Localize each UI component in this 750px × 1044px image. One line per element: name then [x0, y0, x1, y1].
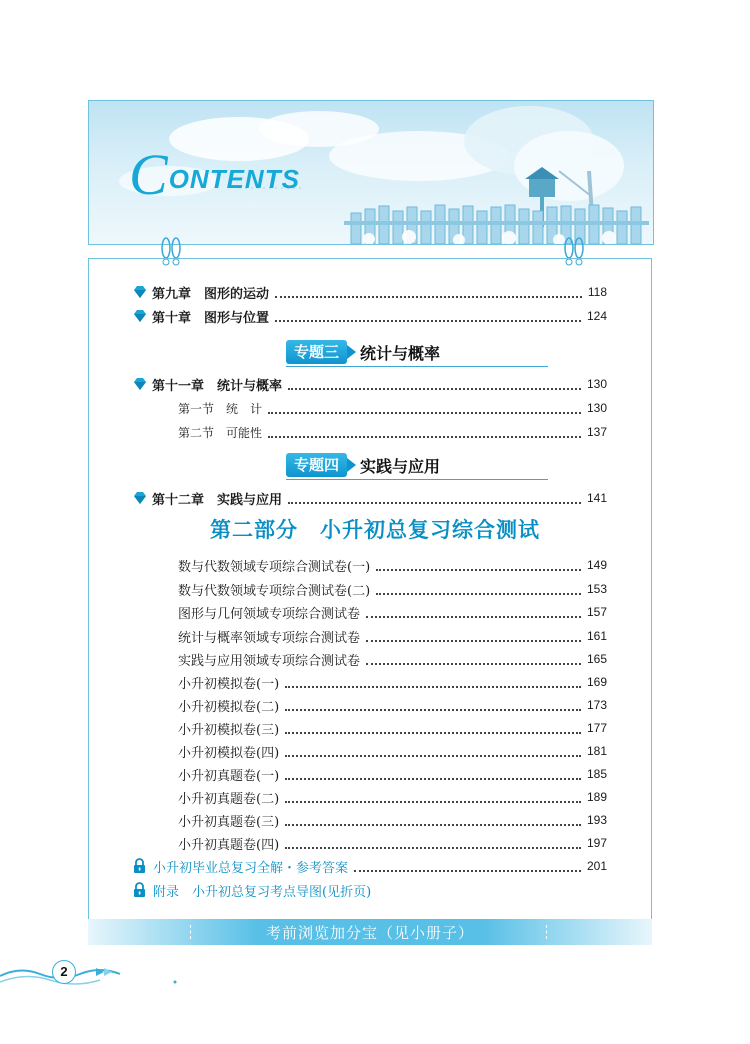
toc-entry-page: 124 — [586, 309, 607, 323]
leader-dots — [285, 700, 581, 711]
part2-title: 第二部分 小升初总复习综合测试 — [210, 517, 540, 542]
booklet-banner — [88, 919, 652, 945]
toc-entry-title: 第十二章 实践与应用 — [152, 492, 283, 508]
page-wave-decoration — [0, 958, 180, 988]
contents-title-initial: C — [129, 142, 169, 207]
toc-entry-page: 181 — [586, 744, 607, 758]
leader-dots — [376, 584, 581, 595]
toc-entry-title: 第二节 可能性 — [178, 425, 263, 440]
toc-entry-test[interactable] — [178, 672, 607, 692]
toc-entry-chapter11[interactable] — [132, 374, 607, 394]
leader-dots — [285, 746, 581, 757]
toc-entry-page: 197 — [586, 836, 607, 850]
toc-entry-chapter10[interactable] — [132, 306, 607, 326]
gem-icon — [132, 490, 148, 506]
topic-tag: 专题四 — [286, 453, 347, 477]
booklet-banner-text: 考前浏览加分宝（见小册子） — [265, 924, 474, 942]
leader-dots — [366, 607, 581, 618]
arrow-icon — [347, 345, 356, 359]
lock-icon — [132, 858, 147, 874]
toc-entry-page: 157 — [586, 605, 607, 619]
leader-dots — [268, 427, 581, 438]
toc-entry-title: 小升初真题卷(四) — [178, 837, 280, 853]
toc-entry-title: 数与代数领域专项综合测试卷(一) — [178, 559, 371, 575]
toc-entry-page: 141 — [586, 491, 607, 505]
topic-underline — [286, 479, 548, 480]
toc-entry-page: 193 — [586, 813, 607, 827]
toc-entry-test[interactable] — [178, 649, 607, 669]
toc-entry-page: 189 — [586, 790, 607, 804]
leader-dots — [366, 631, 581, 642]
toc-entry-test[interactable] — [178, 718, 607, 738]
toc-entry-chapter12[interactable] — [132, 488, 607, 508]
topic3-heading — [286, 339, 440, 365]
toc-entry-page: 130 — [586, 401, 607, 415]
topic-underline — [286, 366, 548, 367]
topic4-heading — [286, 452, 440, 478]
toc-entry-test[interactable] — [178, 810, 607, 830]
topic-name: 统计与概率 — [360, 343, 441, 363]
toc-entry-title: 图形与几何领域专项综合测试卷 — [178, 606, 361, 622]
leader-dots — [268, 403, 581, 414]
contents-title-rest: ONTENTS — [168, 164, 300, 194]
toc-entry-page: 153 — [586, 582, 607, 596]
toc-entry-title: 小升初模拟卷(三) — [178, 722, 280, 738]
toc-entry-title: 小升初模拟卷(二) — [178, 699, 280, 715]
leader-dots — [285, 792, 581, 803]
toc-entry-title: 第九章 图形的运动 — [152, 286, 270, 302]
toc-entry-test[interactable] — [178, 787, 607, 807]
contents-banner — [88, 100, 654, 245]
leader-dots — [288, 493, 581, 504]
arrow-icon — [347, 458, 356, 472]
toc-entry-test[interactable] — [178, 741, 607, 761]
toc-entry-title: 实践与应用领域专项综合测试卷 — [178, 653, 361, 669]
toc-entry-title: 小升初模拟卷(一) — [178, 676, 280, 692]
toc-entry-title: 附录 小升初总复习考点导图(见折页) — [153, 884, 372, 900]
leader-dots — [366, 654, 581, 665]
leader-dots — [288, 379, 581, 390]
leader-dots — [285, 769, 581, 780]
toc-entry-section-2[interactable] — [178, 422, 607, 442]
gem-icon — [132, 284, 148, 300]
toc-entry-test[interactable] — [178, 833, 607, 853]
toc-entry-title: 小升初真题卷(二) — [178, 791, 280, 807]
leader-dots — [354, 861, 581, 872]
toc-entry-page: 149 — [586, 558, 607, 572]
toc-entry-page: 161 — [586, 629, 607, 643]
leader-dots — [376, 560, 581, 571]
toc-entry-page: 201 — [586, 859, 607, 873]
toc-entry-title: 第十章 图形与位置 — [152, 310, 270, 326]
toc-entry-test[interactable] — [178, 555, 607, 575]
toc-entry-page: 118 — [587, 285, 607, 299]
toc-entry-title: 小升初真题卷(三) — [178, 814, 280, 830]
toc-entry-test[interactable] — [178, 626, 607, 646]
leader-dots — [275, 287, 582, 298]
toc-entry-page: 137 — [586, 425, 607, 439]
toc-entry-page: 169 — [586, 675, 607, 689]
toc-entry-title: 小升初模拟卷(四) — [178, 745, 280, 761]
toc-entry-page: 165 — [586, 652, 607, 666]
toc-entry-answers[interactable] — [132, 856, 607, 876]
toc-entry-title: 数与代数领域专项综合测试卷(二) — [178, 583, 371, 599]
toc-entry-page: 130 — [586, 377, 607, 391]
lock-icon — [132, 882, 147, 898]
toc-entry-test[interactable] — [178, 764, 607, 784]
toc-entry-title: 第一节 统 计 — [178, 401, 263, 416]
gem-icon — [132, 308, 148, 324]
toc-entry-page: 173 — [586, 698, 607, 712]
toc-entry-title: 第十一章 统计与概率 — [152, 378, 283, 394]
toc-entry-page: 177 — [586, 721, 607, 735]
toc-entry-section-1[interactable] — [178, 398, 607, 418]
topic-tag: 专题三 — [286, 340, 347, 364]
leader-dots — [285, 723, 581, 734]
toc-entry-test[interactable] — [178, 602, 607, 622]
leader-dots — [285, 815, 581, 826]
topic-name: 实践与应用 — [360, 456, 441, 476]
toc-entry-test[interactable] — [178, 579, 607, 599]
toc-entry-title: 小升初毕业总复习全解・参考答案 — [153, 860, 349, 876]
toc-entry-title: 统计与概率领域专项综合测试卷 — [178, 630, 361, 646]
toc-entry-title: 小升初真题卷(一) — [178, 768, 280, 784]
toc-entry-appendix[interactable] — [132, 880, 607, 900]
gem-icon — [132, 376, 148, 392]
contents-title — [129, 141, 300, 208]
toc-entry-test[interactable] — [178, 695, 607, 715]
toc-entry-page: 185 — [586, 767, 607, 781]
leader-dots — [275, 311, 581, 322]
leader-dots — [285, 838, 581, 849]
page-number: 2 — [52, 960, 76, 984]
toc-entry-chapter9[interactable] — [132, 282, 607, 302]
leader-dots — [285, 677, 581, 688]
